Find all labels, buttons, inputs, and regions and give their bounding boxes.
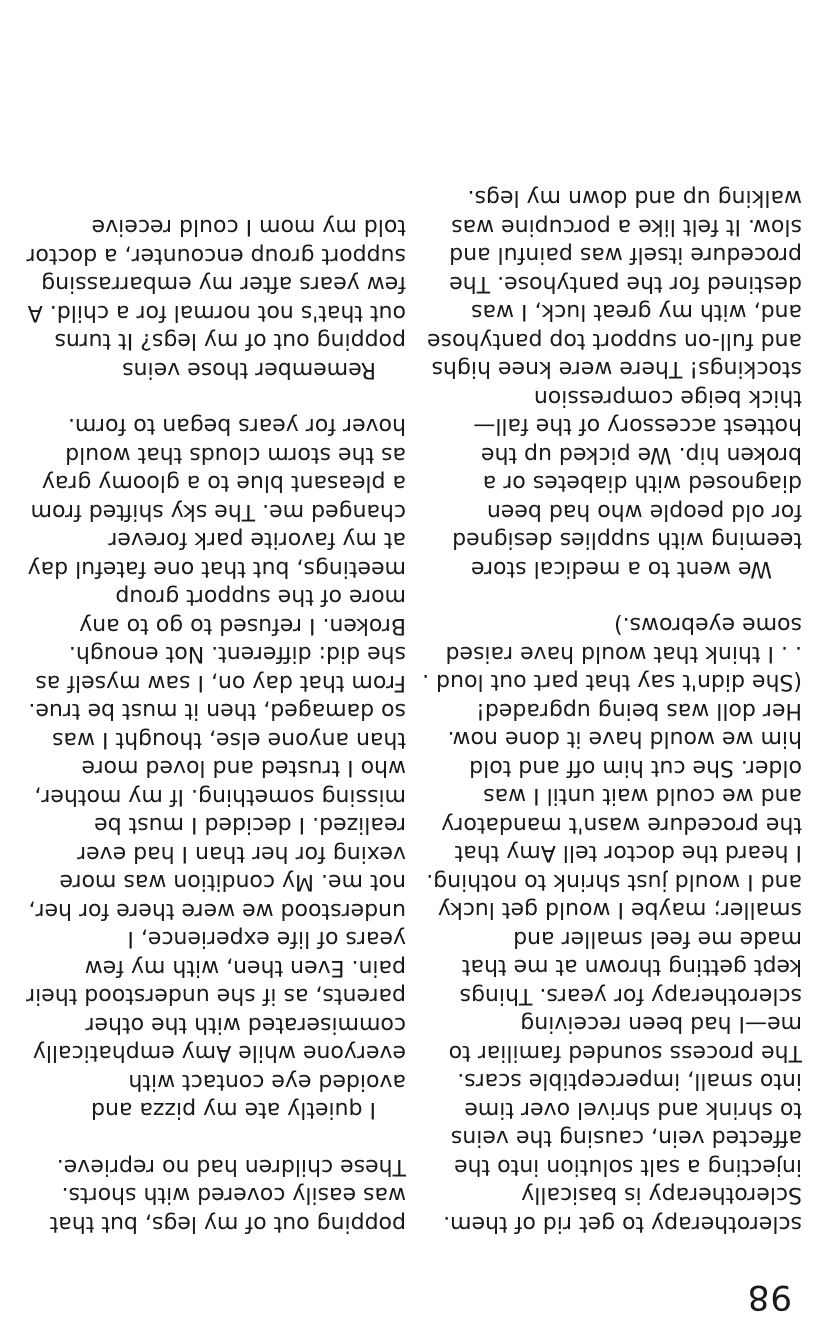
- paragraph: sclerotherapy to get rid of them. Sclerotherapy is basically injecting a salt solution into the affected vein, causing the veins to shrink and shrivel over time into small, imperceptible scars. The process sounded familiar to me—I had been receiving sclerotherapy for years. Things kept getting thrown at me that made me feel smaller and smaller; maybe I would get lucky and I would just shrink to nothing. I heard the doctor tell Amy that the procedure wasn't mandatory and we could wait until I was older. She cut him off and told him we would have it done now. Her doll was being upgraded! (She didn't say that part out loud . . . I think that would have raised some eyebrows.): [422, 612, 802, 1236]
- right-column: [422, 183, 802, 1237]
- paragraph: We went to a medical store teeming with supplies designed for old people who had been diagnosed with diabetes or a broken hip. We picked up the hottest accessory of the fall—thick beige compression stockings! There were knee highs and full-on support top pantyhose and, with my great luck, I was destined for the pantyhose. The procedure itself was painful and slow. It felt like a porcupine was walking up and down my legs.: [427, 185, 802, 581]
- page-number: 98: [746, 1277, 792, 1317]
- paragraph: Remember those veins popping out of my legs? It turns out that's not normal for a child. A few years after my embarrassing support group encounter, a doctor told my mom I could receive: [26, 214, 406, 382]
- paragraph: popping out of my legs, but that was easily covered with shorts. These children had no reprieve.: [49, 1154, 406, 1236]
- left-column: [26, 212, 406, 1237]
- paragraph: I quietly ate my pizza and avoided eye contact with everyone while Amy emphatically commiserated with the other parents, as if she understood their pain. Even then, with my few years of life experience, I understood we were there for her, not me. My condition was more vexing for her than I had ever realized. I decided I must be missing something. If my mother, who I trusted and loved more than anyone else, thought I was so damaged, then it must be true. From that day on, I saw myself as she did: different. Not enough. Broken. I refused to go to any more of the support group meetings, but that one fateful day at my favorite park forever changed me. The sky shifted from a pleasant blue to a gloomy gray as the storm clouds that would hover for years began to form.: [26, 413, 406, 1123]
